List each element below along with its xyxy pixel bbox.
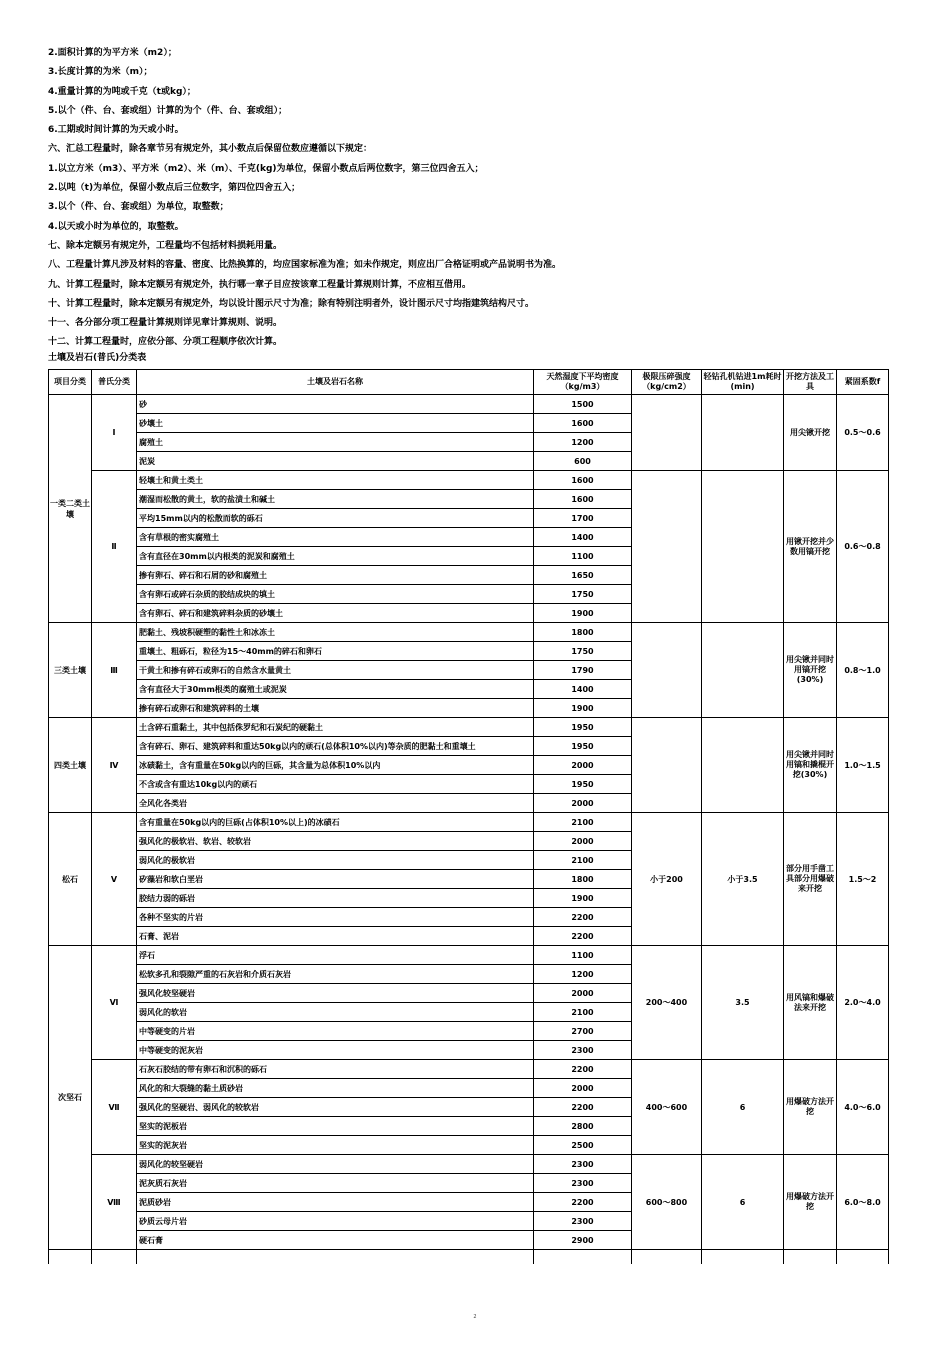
soil-name-cell: 掺有碎石或卵石和建筑碎料的土壤 <box>137 699 534 718</box>
soil-name-cell: 含有直径在30mm以内根类的泥炭和腐殖土 <box>137 547 534 566</box>
density-cell: 1750 <box>534 585 632 604</box>
method-cell: 用风镐和爆破法来开挖 <box>784 946 837 1060</box>
density-cell: 1750 <box>534 642 632 661</box>
soil-name-cell: 弱风化的软岩 <box>137 1003 534 1022</box>
soil-name-cell: 砂质云母片岩 <box>137 1212 534 1231</box>
intro-text <box>48 44 908 353</box>
drill-time-cell <box>702 395 784 471</box>
density-cell: 2000 <box>534 756 632 775</box>
density-cell: 2200 <box>534 1193 632 1212</box>
table-row <box>49 1155 889 1174</box>
category-cell: 一类二类土壤 <box>49 395 92 623</box>
strength-cell <box>632 395 702 471</box>
category-cell: 次坚石 <box>49 946 92 1250</box>
soil-name-cell: 肥黏土、残坡积硬塑的黏性土和冰冻土 <box>137 623 534 642</box>
density-cell: 1700 <box>534 509 632 528</box>
table-header-row <box>49 370 889 395</box>
soil-name-cell: 含有草根的密实腐殖土 <box>137 528 534 547</box>
soil-name-cell: 砂 <box>137 395 534 414</box>
soil-name-cell: 弱风化的较坚硬岩 <box>137 1155 534 1174</box>
density-cell: 1900 <box>534 889 632 908</box>
soil-name-cell: 坚实的泥板岩 <box>137 1117 534 1136</box>
soil-name-cell: 含有卵石、碎石和建筑碎料杂质的砂壤土 <box>137 604 534 623</box>
soil-name-cell: 泥炭 <box>137 452 534 471</box>
density-cell: 1800 <box>534 623 632 642</box>
intro-line: 2.面积计算的为平方米（m2）； <box>48 48 177 58</box>
protodyakonov-class-cell: Ⅵ <box>92 946 137 1060</box>
drill-time-cell: 小于3.5 <box>702 813 784 946</box>
density-cell: 1400 <box>534 528 632 547</box>
density-cell: 1200 <box>534 433 632 452</box>
method-cell: 部分用手凿工具部分用爆破来开挖 <box>784 813 837 946</box>
header-name: 土壤及岩石名称 <box>137 370 534 395</box>
table-row <box>49 1060 889 1079</box>
coefficient-cell: 6.0～8.0 <box>837 1155 889 1250</box>
soil-name-cell: 冰碛黏土，含有重量在50kg以内的巨砾，其含量为总体积10%以内 <box>137 756 534 775</box>
coefficient-cell: 0.8～1.0 <box>837 623 889 718</box>
empty-cell <box>49 1250 92 1265</box>
protodyakonov-class-cell: Ⅴ <box>92 813 137 946</box>
soil-name-cell: 风化的和大裂缝的黏土质砂岩 <box>137 1079 534 1098</box>
soil-name-cell: 弱风化的极软岩 <box>137 851 534 870</box>
strength-cell: 600～800 <box>632 1155 702 1250</box>
density-cell: 1600 <box>534 471 632 490</box>
method-cell: 用尖锹并同时用镐开挖(30%) <box>784 623 837 718</box>
strength-cell: 400～600 <box>632 1060 702 1155</box>
table-row <box>49 623 889 642</box>
density-cell: 2000 <box>534 1079 632 1098</box>
table-body <box>49 395 889 1265</box>
soil-name-cell: 土含碎石重黏土，其中包括侏罗纪和石炭纪的硬黏土 <box>137 718 534 737</box>
soil-name-cell: 干黄土和掺有碎石或卵石的自然含水量黄土 <box>137 661 534 680</box>
density-cell: 2300 <box>534 1041 632 1060</box>
intro-line: 2.以吨（t)为单位，保留小数点后三位数字，第四位四舍五入； <box>48 183 301 194</box>
soil-name-cell: 泥灰质石灰岩 <box>137 1174 534 1193</box>
table-row <box>49 718 889 737</box>
density-cell: 2800 <box>534 1117 632 1136</box>
soil-name-cell: 胶结力弱的砾岩 <box>137 889 534 908</box>
density-cell: 2500 <box>534 1136 632 1155</box>
drill-time-cell <box>702 718 784 813</box>
method-cell: 用尖锹并同时用镐和撬棍开挖(30%) <box>784 718 837 813</box>
density-cell: 1950 <box>534 775 632 794</box>
density-cell: 2300 <box>534 1155 632 1174</box>
soil-name-cell: 轻壤土和黄土类土 <box>137 471 534 490</box>
intro-line: 4.以天或小时为单位的，取整数。 <box>48 221 184 232</box>
empty-cell <box>784 1250 837 1265</box>
density-cell: 1600 <box>534 490 632 509</box>
intro-line: 4.重量计算的为吨或千克（t或kg）； <box>48 86 196 97</box>
density-cell: 600 <box>534 452 632 471</box>
density-cell: 2000 <box>534 794 632 813</box>
soil-name-cell: 硬石膏 <box>137 1231 534 1250</box>
density-cell: 2300 <box>534 1212 632 1231</box>
density-cell: 2100 <box>534 1003 632 1022</box>
header-category: 项目分类 <box>49 370 92 395</box>
empty-cell <box>92 1250 137 1265</box>
drill-time-cell <box>702 471 784 623</box>
density-cell: 2700 <box>534 1022 632 1041</box>
intro-line: 九、计算工程量时，除本定额另有规定外，执行哪一章子目应按该章工程量计算规则计算，不应相互借用。 <box>48 279 472 290</box>
coefficient-cell: 2.0～4.0 <box>837 946 889 1060</box>
soil-name-cell: 平均15mm以内的松散而软的砾石 <box>137 509 534 528</box>
soil-name-cell: 腐殖土 <box>137 433 534 452</box>
method-cell: 用爆破方法开挖 <box>784 1155 837 1250</box>
coefficient-cell: 0.6～0.8 <box>837 471 889 623</box>
soil-name-cell: 潮湿而松散的黄土，软的盐渍土和碱土 <box>137 490 534 509</box>
strength-cell <box>632 471 702 623</box>
protodyakonov-class-cell: Ⅰ <box>92 395 137 471</box>
intro-line: 六、汇总工程量时，除各章节另有规定外，其小数点后保留位数应遵循以下规定： <box>48 144 373 155</box>
empty-cell <box>137 1250 534 1265</box>
drill-time-cell <box>702 623 784 718</box>
strength-cell: 200～400 <box>632 946 702 1060</box>
category-cell: 四类土壤 <box>49 718 92 813</box>
soil-name-cell: 松软多孔和裂隙严重的石灰岩和介质石灰岩 <box>137 965 534 984</box>
soil-name-cell: 全风化各类岩 <box>137 794 534 813</box>
strength-cell <box>632 623 702 718</box>
coefficient-cell: 0.5～0.6 <box>837 395 889 471</box>
soil-rock-classification-table <box>48 369 889 1264</box>
soil-name-cell: 中等硬变的片岩 <box>137 1022 534 1041</box>
density-cell: 1800 <box>534 870 632 889</box>
header-density: 天然湿度下平均密度（kg/m3） <box>534 370 632 395</box>
strength-cell <box>632 718 702 813</box>
intro-line: 十二、计算工程量时，应依分部、分项工程顺序依次计算。 <box>48 337 283 348</box>
coefficient-cell: 1.0～1.5 <box>837 718 889 813</box>
protodyakonov-class-cell: Ⅶ <box>92 1060 137 1155</box>
category-cell: 三类土壤 <box>49 623 92 718</box>
header-drill-time: 轻钻孔机钻进1m耗时(min) <box>702 370 784 395</box>
soil-name-cell: 各种不坚实的片岩 <box>137 908 534 927</box>
method-cell: 用锹开挖并少数用镐开挖 <box>784 471 837 623</box>
header-protodyakonov: 普氏分类 <box>92 370 137 395</box>
density-cell: 1790 <box>534 661 632 680</box>
density-cell: 1200 <box>534 965 632 984</box>
table-row <box>49 395 889 414</box>
density-cell: 2100 <box>534 813 632 832</box>
intro-line: 3.以个（件、台、套或组）为单位，取整数； <box>48 202 229 213</box>
method-cell: 用爆破方法开挖 <box>784 1060 837 1155</box>
table-title: 土壤及岩石(普氏)分类表 <box>48 353 147 363</box>
intro-line: 七、除本定额另有规定外，工程量均不包括材料损耗用量。 <box>48 240 283 251</box>
protodyakonov-class-cell: Ⅱ <box>92 471 137 623</box>
drill-time-cell: 3.5 <box>702 946 784 1060</box>
density-cell: 1100 <box>534 547 632 566</box>
soil-name-cell: 浮石 <box>137 946 534 965</box>
protodyakonov-class-cell: Ⅳ <box>92 718 137 813</box>
density-cell: 2100 <box>534 851 632 870</box>
soil-name-cell: 中等硬变的泥灰岩 <box>137 1041 534 1060</box>
soil-name-cell: 石灰石胶结的带有卵石和沉积的砾石 <box>137 1060 534 1079</box>
density-cell: 2000 <box>534 984 632 1003</box>
protodyakonov-class-cell: Ⅲ <box>92 623 137 718</box>
intro-line: 5.以个（件、台、套或组）计算的为个（件、台、套或组）； <box>48 105 288 116</box>
density-cell: 1950 <box>534 737 632 756</box>
density-cell: 1500 <box>534 395 632 414</box>
density-cell: 1900 <box>534 604 632 623</box>
intro-line: 6.工期或时间计算的为天或小时。 <box>48 125 184 136</box>
empty-cell <box>837 1250 889 1265</box>
coefficient-cell: 4.0～6.0 <box>837 1060 889 1155</box>
soil-name-cell: 坚实的泥灰岩 <box>137 1136 534 1155</box>
page-number: 2 <box>473 1314 477 1320</box>
soil-name-cell: 石膏、泥岩 <box>137 927 534 946</box>
soil-name-cell: 含有直径大于30mm根类的腐殖土或泥炭 <box>137 680 534 699</box>
empty-cell <box>702 1250 784 1265</box>
empty-cell <box>632 1250 702 1265</box>
soil-name-cell: 重壤土、粗砾石，粒径为15～40mm的碎石和卵石 <box>137 642 534 661</box>
density-cell: 1600 <box>534 414 632 433</box>
intro-line: 十一、各分部分项工程量计算规则详见章计算规则、说明。 <box>48 318 283 329</box>
soil-name-cell: 强风化的极软岩、软岩、较软岩 <box>137 832 534 851</box>
density-cell: 2200 <box>534 908 632 927</box>
coefficient-cell: 1.5～2 <box>837 813 889 946</box>
intro-line: 1.以立方米（m3）、平方米（m2）、米（m）、千克(kg)为单位，保留小数点后两位数字，第三位四舍五入； <box>48 163 484 174</box>
protodyakonov-class-cell: Ⅷ <box>92 1155 137 1250</box>
soil-name-cell: 泥质砂岩 <box>137 1193 534 1212</box>
drill-time-cell: 6 <box>702 1060 784 1155</box>
density-cell: 2000 <box>534 832 632 851</box>
soil-name-cell: 含有碎石、卵石、建筑碎料和重达50kg以内的顽石(总体积10%以内)等杂质的肥黏土和重壤土 <box>137 737 534 756</box>
drill-time-cell: 6 <box>702 1155 784 1250</box>
header-method: 开挖方法及工具 <box>784 370 837 395</box>
soil-name-cell: 强风化的坚硬岩、弱风化的较软岩 <box>137 1098 534 1117</box>
table-row <box>49 471 889 490</box>
intro-line: 八、工程量计算凡涉及材料的容量、密度、比热换算的，均应国家标准为准；如未作规定，则应出厂合格证明或产品说明书为准。 <box>48 260 562 271</box>
method-cell: 用尖锹开挖 <box>784 395 837 471</box>
density-cell: 2300 <box>534 1174 632 1193</box>
empty-cell <box>534 1250 632 1265</box>
soil-name-cell: 砂壤土 <box>137 414 534 433</box>
soil-name-cell: 强风化较坚硬岩 <box>137 984 534 1003</box>
table-row <box>49 813 889 832</box>
intro-line: 3.长度计算的为米（m）； <box>48 67 153 78</box>
density-cell: 2200 <box>534 927 632 946</box>
soil-name-cell: 含有重量在50kg以内的巨砾(占体积10%以上)的冰碛石 <box>137 813 534 832</box>
intro-line: 十、计算工程量时，除本定额另有规定外，均以设计图示尺寸为准；除有特别注明者外，设计图示尺寸均指建筑结构尺寸。 <box>48 298 535 309</box>
density-cell: 1900 <box>534 699 632 718</box>
soil-name-cell: 掺有卵石、碎石和石屑的砂和腐殖土 <box>137 566 534 585</box>
table-row <box>49 946 889 965</box>
header-coefficient: 紧固系数f <box>837 370 889 395</box>
soil-name-cell: 含有卵石或碎石杂质的胶结成块的填土 <box>137 585 534 604</box>
density-cell: 1100 <box>534 946 632 965</box>
header-strength: 极限压碎强度（kg/cm2） <box>632 370 702 395</box>
soil-name-cell: 矽藻岩和软白垩岩 <box>137 870 534 889</box>
density-cell: 2200 <box>534 1098 632 1117</box>
density-cell: 1650 <box>534 566 632 585</box>
strength-cell: 小于200 <box>632 813 702 946</box>
density-cell: 1950 <box>534 718 632 737</box>
density-cell: 2900 <box>534 1231 632 1250</box>
soil-name-cell: 不含或含有重达10kg以内的顽石 <box>137 775 534 794</box>
table-continuation-row <box>49 1250 889 1265</box>
density-cell: 1400 <box>534 680 632 699</box>
category-cell: 松石 <box>49 813 92 946</box>
density-cell: 2200 <box>534 1060 632 1079</box>
